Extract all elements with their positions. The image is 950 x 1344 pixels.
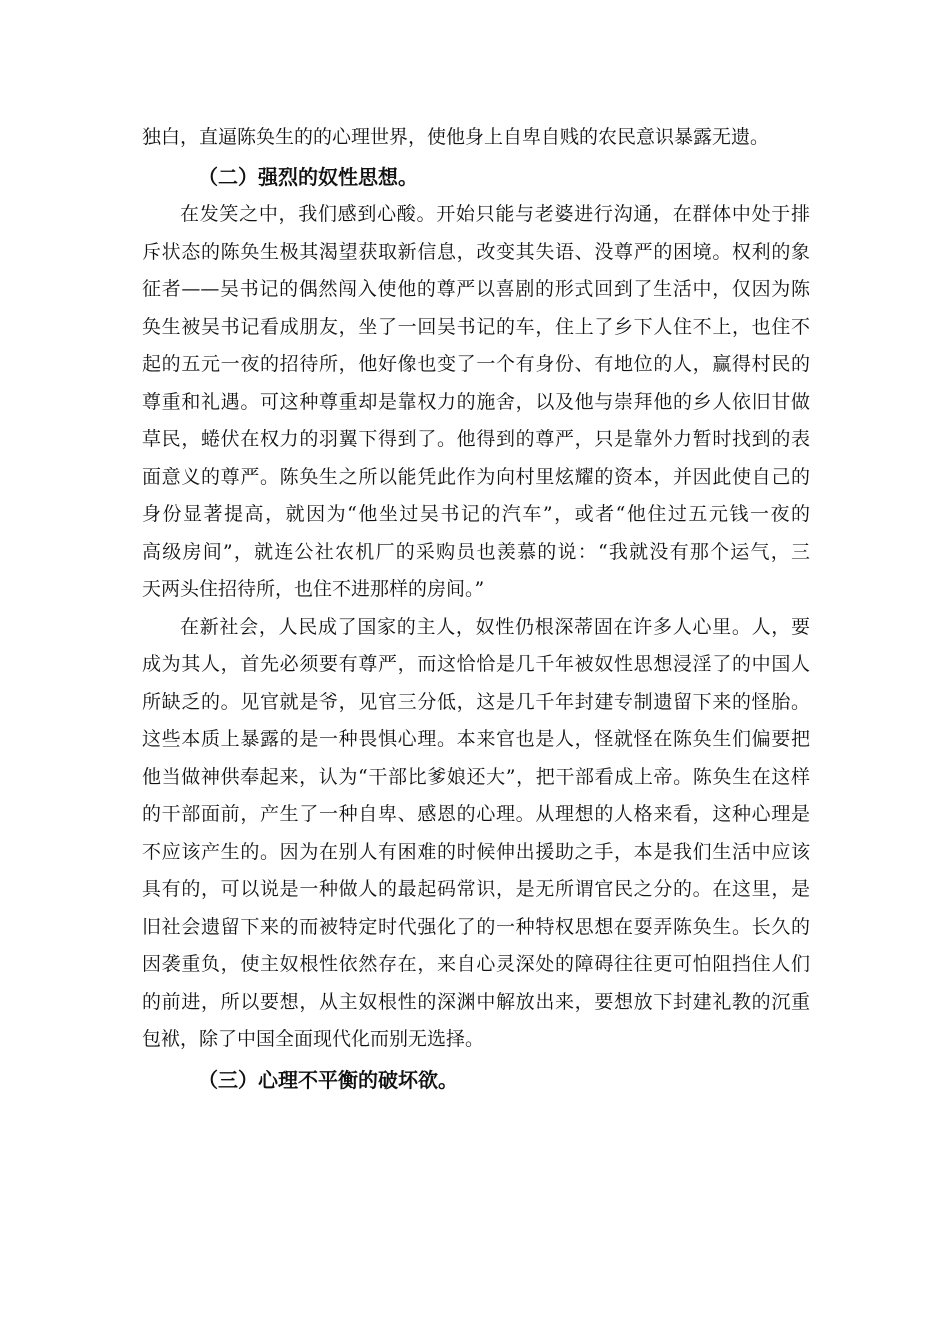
paragraph-line: 具有的，可以说是一种做人的最起码常识，是无所谓官民之分的。在这里，是 — [142, 878, 810, 900]
paragraph-line: 在新社会，人民成了国家的主人，奴性仍根深蒂固在许多人心里。人，要 — [180, 615, 810, 638]
paragraph-line: 的干部面前，产生了一种自卑、感恩的心理。从理想的人格来看，这种心理是 — [142, 803, 810, 825]
paragraph-line: 在发笑之中，我们感到心酸。开始只能与老婆进行沟通，在群体中处于排 — [180, 203, 810, 225]
paragraph-line: 所缺乏的。见官就是爷，见官三分低，这是几千年封建专制遗留下来的怪胎。 — [142, 690, 810, 713]
paragraph-line: 草民，蜷伏在权力的羽翼下得到了。他得到的尊严，只是靠外力暂时找到的表 — [142, 428, 810, 450]
paragraph-line: 面意义的尊严。陈奂生之所以能凭此作为向村里炫耀的资本，并因此使自己的 — [142, 465, 810, 488]
document-body — [142, 119, 810, 1099]
paragraph-line: 因袭重负，使主奴根性依然存在，来自心灵深处的障碍往往更可怕阻挡住人们 — [142, 953, 810, 975]
paragraph-1 — [142, 196, 810, 609]
section-heading-2: （二）强烈的奴性思想。 — [198, 164, 418, 189]
paragraph-line: 高级房间”，就连公社农机厂的采购员也羡慕的说：“我就没有那个运气，三 — [142, 540, 810, 563]
paragraph-line: 包袱，除了中国全面现代化而别无选择。 — [142, 1028, 485, 1050]
paragraph-line: 成为其人，首先必须要有尊严，而这恰恰是几千年被奴性思想浸淫了的中国人 — [142, 653, 810, 675]
opening-paragraph — [142, 119, 810, 157]
paragraph-line: 不应该产生的。因为在别人有困难的时候伸出援助之手，本是我们生活中应该 — [142, 840, 810, 863]
paragraph-line: 斥状态的陈奂生极其渴望获取新信息，改变其失语、没尊严的困境。权利的象 — [142, 240, 810, 263]
paragraph-line: 起的五元一夜的招待所，他好像也变了一个有身份、有地位的人，赢得村民的 — [142, 353, 810, 375]
paragraph-line: 他当做神供奉起来，认为“干部比爹娘还大”，把干部看成上帝。陈奂生在这样 — [142, 765, 810, 788]
paragraph-line: 征者——吴书记的偶然闯入使他的尊严以喜剧的形式回到了生活中，仅因为陈 — [142, 278, 810, 300]
opening-line: 独白，直逼陈奂生的的心理世界，使他身上自卑自贱的农民意识暴露无遗。 — [142, 126, 770, 148]
paragraph-line: 这些本质上暴露的是一种畏惧心理。本来官也是人，怪就怪在陈奂生们偏要把 — [142, 728, 810, 750]
section-heading-3: （三）心理不平衡的破坏欲。 — [198, 1067, 458, 1092]
paragraph-line: 身份显著提高，就因为“他坐过吴书记的汽车”，或者“他住过五元钱一夜的 — [142, 503, 810, 525]
paragraph-line: 的前进，所以要想，从主奴根性的深渊中解放出来，要想放下封建礼教的沉重 — [142, 990, 810, 1013]
paragraph-line: 尊重和礼遇。可这种尊重却是靠权力的施舍，以及他与崇拜他的乡人依旧甘做 — [142, 390, 810, 413]
paragraph-line: 旧社会遗留下来的而被特定时代强化了的一种特权思想在耍弄陈奂生。长久的 — [142, 915, 810, 938]
paragraph-2 — [142, 609, 810, 1059]
paragraph-line: 天两头住招待所，也住不进那样的房间。” — [142, 578, 485, 600]
paragraph-line: 奂生被吴书记看成朋友，坐了一回吴书记的车，住上了乡下人住不上，也住不 — [142, 315, 810, 338]
